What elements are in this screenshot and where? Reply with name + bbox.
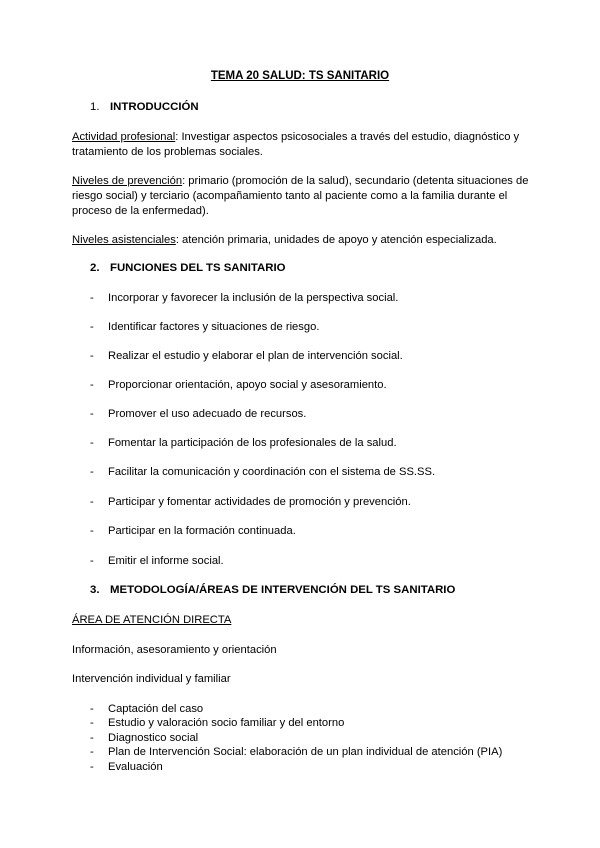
list-item xyxy=(90,379,387,391)
list-item xyxy=(90,321,319,333)
list-dash: - xyxy=(90,466,94,478)
section-title: INTRODUCCIÓN xyxy=(110,101,199,113)
list-item xyxy=(90,437,397,449)
list-item-text: Promover el uso adecuado de recursos. xyxy=(108,408,307,420)
section-title: FUNCIONES DEL TS SANITARIO xyxy=(110,262,286,274)
list-item xyxy=(90,731,198,745)
list-dash: - xyxy=(90,379,94,391)
section-title: METODOLOGÍA/ÁREAS DE INTERVENCIÓN DEL TS SANITARIO xyxy=(110,584,456,596)
list-item xyxy=(90,408,306,420)
term-text: : atención primaria, unidades de apoyo y atención especializada. xyxy=(175,234,497,246)
list-item-text: Emitir el informe social. xyxy=(108,555,224,567)
list-item-text: Incorporar y favorecer la inclusión de la perspectiva social. xyxy=(108,292,399,304)
list-item-text: Evaluación xyxy=(108,761,163,773)
section-number: 3. xyxy=(90,584,100,596)
list-item xyxy=(90,555,224,567)
list-dash: - xyxy=(90,350,94,362)
list-dash: - xyxy=(90,408,94,420)
list-dash: - xyxy=(90,703,94,715)
section-number: 1. xyxy=(90,101,100,113)
list-dash: - xyxy=(90,496,94,508)
list-dash: - xyxy=(90,292,94,304)
list-dash: - xyxy=(90,761,94,773)
paragraph-informacion: Información, asesoramiento y orientación xyxy=(72,644,277,656)
list-dash: - xyxy=(90,437,94,449)
list-item xyxy=(90,525,296,537)
list-item xyxy=(90,350,403,362)
section-heading-funciones xyxy=(90,262,286,274)
paragraph-niveles-prevencion xyxy=(72,174,532,219)
list-item xyxy=(90,716,344,730)
list-item xyxy=(90,466,435,478)
term-text: : Investigar aspectos psicosociales a través del estudio, diagnóstico y tratamiento de los problemas sociales. xyxy=(72,131,520,158)
list-item-text: Facilitar la comunicación y coordinación con el sistema de SS.SS. xyxy=(108,466,436,478)
list-item-text: Realizar el estudio y elaborar el plan de intervención social. xyxy=(108,350,403,362)
section-heading-metodologia xyxy=(90,584,455,596)
list-item-text: Captación del caso xyxy=(108,703,204,715)
list-item-text: Identificar factores y situaciones de riesgo. xyxy=(108,321,320,333)
list-item xyxy=(90,702,203,716)
term-label: Actividad profesional xyxy=(72,131,176,143)
list-item-text: Participar y fomentar actividades de promoción y prevención. xyxy=(108,496,411,508)
list-item-text: Fomentar la participación de los profesionales de la salud. xyxy=(108,437,397,449)
list-item-text: Participar en la formación continuada. xyxy=(108,525,296,537)
term-label: Niveles de prevención xyxy=(72,175,183,187)
list-item-text: Plan de Intervención Social: elaboración de un plan individual de atención (PIA) xyxy=(108,746,503,758)
document-title: TEMA 20 SALUD: TS SANITARIO xyxy=(210,70,390,82)
paragraph-intervencion: Intervención individual y familiar xyxy=(72,673,231,685)
subheading-area-directa: ÁREA DE ATENCIÓN DIRECTA xyxy=(72,614,232,626)
list-dash: - xyxy=(90,717,94,729)
list-item-text: Estudio y valoración socio familiar y del entorno xyxy=(108,717,345,729)
list-item xyxy=(90,292,398,304)
list-dash: - xyxy=(90,555,94,567)
paragraph-actividad-profesional xyxy=(72,130,532,160)
list-item xyxy=(90,496,411,508)
list-dash: - xyxy=(90,321,94,333)
list-item xyxy=(90,760,163,774)
paragraph-niveles-asistenciales xyxy=(72,233,532,248)
list-item-text: Diagnostico social xyxy=(108,732,199,744)
list-item xyxy=(90,745,502,759)
list-dash: - xyxy=(90,732,94,744)
term-text: : primario (promoción de la salud), secundario (detenta situaciones de riesgo social) y terciario (acompañamiento tanto al paciente como a la familia durante el proceso de la enfermedad). xyxy=(72,175,529,217)
list-item-text: Proporcionar orientación, apoyo social y asesoramiento. xyxy=(108,379,387,391)
section-heading-introduccion xyxy=(90,101,199,113)
term-label: Niveles asistenciales xyxy=(72,234,176,246)
list-dash: - xyxy=(90,525,94,537)
section-number: 2. xyxy=(90,262,100,274)
list-dash: - xyxy=(90,746,94,758)
